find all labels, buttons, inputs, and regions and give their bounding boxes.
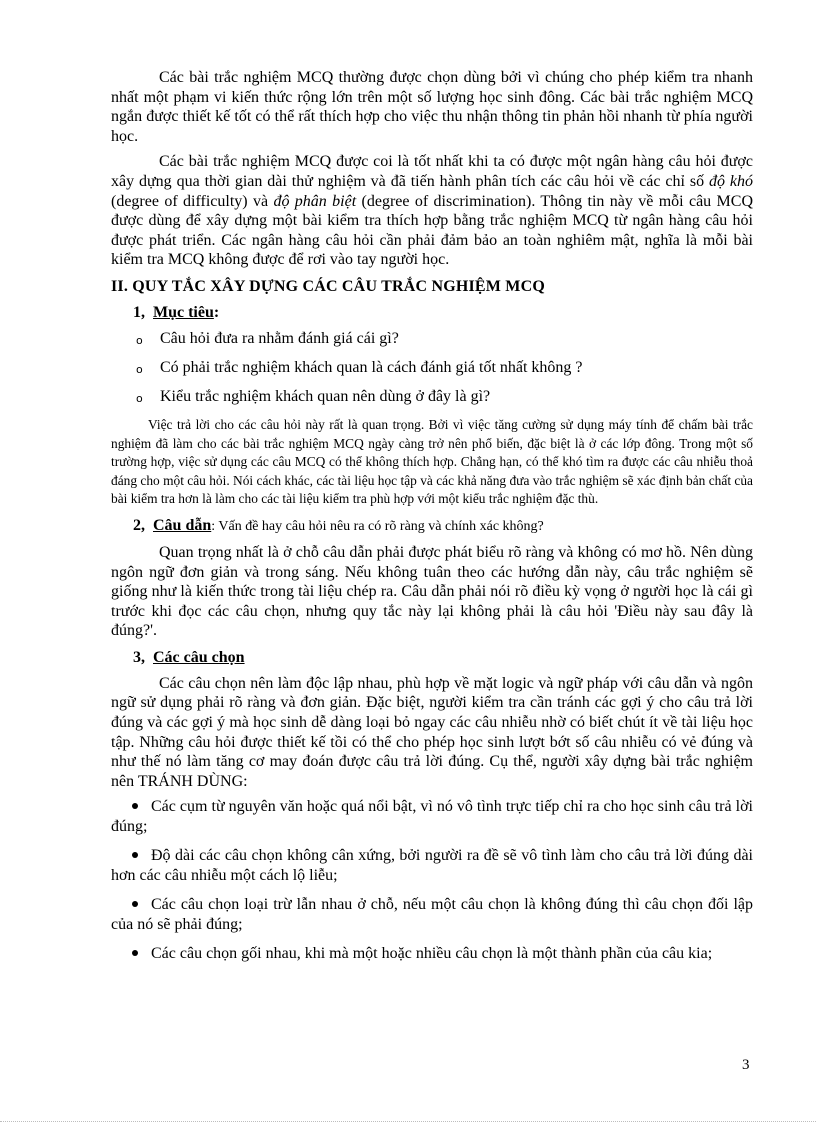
bullet-icon: [132, 852, 138, 858]
page-number: 3: [742, 1057, 750, 1073]
subsection-number-3: 3,: [133, 648, 145, 666]
list-item: [111, 358, 753, 378]
section-heading-2: II. QUY TẮC XÂY DỰNG CÁC CÂU TRẮC NGHIỆM MCQ: [111, 277, 545, 295]
objective-list: [111, 329, 753, 407]
paragraph-objectives-note: Việc trả lời cho các câu hỏi này rất là quan trọng. Bởi vì việc tăng cường sử dụng máy tính để chấm bài trắc nghiệm đã làm cho các bài trắc nghiệm MCQ ngày càng trở nên phổ biến, đặc biệt là ở các lớp đông. Trong một số trường hợp, việc sử dụng các câu MCQ có thể không thích hợp. Chẳng hạn, có thể khó tìm ra được các câu nhiễu thoả đáng cho một câu hỏi. Nói cách khác, các tài liệu học tập và các khả năng đưa vào trắc nghiệm sẽ xác định bản chất của bài kiểm tra hơn là làm cho các tài liệu kiểm tra phù hợp với một kiểu trắc nghiệm đặc thù.: [111, 416, 753, 507]
subsection-title-stem: Câu dẫn: [153, 516, 212, 534]
list-item: [111, 797, 753, 837]
subsection-title-options: Các câu chọn: [153, 648, 245, 666]
avoid-list: [111, 797, 753, 964]
list-item-text: Kiểu trắc nghiệm khách quan nên dùng ở đây là gì?: [160, 387, 491, 405]
list-item: [111, 387, 753, 407]
subsection-colon: :: [213, 303, 220, 321]
list-item-text: Các cụm từ nguyên văn hoặc quá nổi bật, vì nó vô tình trực tiếp chỉ ra cho học sinh câu trả lời đúng;: [111, 798, 753, 836]
list-item-text: Các câu chọn loại trừ lẫn nhau ở chỗ, nếu một câu chọn là không đúng thì câu chọn đối lập của nó sẽ phải đúng;: [111, 896, 753, 934]
paragraph-question-bank-part-b: (degree of difficulty) và: [111, 192, 274, 210]
subsection-stem-question: : Vấn đề hay câu hỏi nêu ra có rõ ràng và chính xác không?: [211, 518, 544, 534]
bullet-icon: [132, 901, 138, 907]
list-item: [111, 846, 753, 886]
paragraph-stem: Quan trọng nhất là ở chỗ câu dẫn phải được phát biểu rõ ràng và không có mơ hồ. Nên dùng ngôn ngữ đơn giản và trong sáng. Nếu không tuân theo các hướng dẫn này, câu trắc nghiệm sẽ giống như là kiến thức trong tài liệu chép ra. Câu dẫn phải nói rõ điều kỳ vọng ở người học là cái gì trước khi đọc các câu chọn, nhưng quy tắc này lại không phải là câu hỏi 'Điều này sau đây là đúng?'.: [111, 543, 753, 640]
page-bottom-divider: [0, 1121, 816, 1122]
circle-bullet-icon: o: [136, 333, 143, 347]
list-item-text: Độ dài các câu chọn không cân xứng, bởi người ra đề sẽ vô tình làm cho câu trả lời đúng dài hơn các câu nhiễu một cách lộ liễu;: [111, 847, 753, 885]
page-content: [111, 68, 753, 973]
list-item: [111, 895, 753, 935]
paragraph-question-bank-part-a: Các bài trắc nghiệm MCQ được coi là tốt nhất khi ta có được một ngân hàng câu hỏi được xây dựng qua thời gian dài thử nghiệm và đã tiến hành phân tích các câu hỏi về các chỉ số: [111, 153, 753, 190]
paragraph-mcq-intro: Các bài trắc nghiệm MCQ thường được chọn dùng bởi vì chúng cho phép kiểm tra nhanh nhất một phạm vi kiến thức rộng lớn trên một số lượng học sinh đông. Các bài trắc nghiệm MCQ ngắn được thiết kế tốt có thể rất thích hợp cho việc thu nhận thông tin phản hồi nhanh từ phía người học.: [111, 69, 753, 145]
term-difficulty: độ khó: [708, 172, 753, 190]
bullet-icon: [132, 950, 138, 956]
list-item-text: Câu hỏi đưa ra nhằm đánh giá cái gì?: [160, 329, 399, 347]
circle-bullet-icon: o: [136, 391, 143, 405]
circle-bullet-icon: o: [136, 362, 143, 376]
list-item: [111, 329, 753, 349]
subsection-title-objectives: Mục tiêu: [153, 303, 214, 321]
list-item-text: Có phải trắc nghiệm khách quan là cách đánh giá tốt nhất không ?: [160, 358, 583, 376]
list-item: [111, 944, 753, 964]
bullet-icon: [132, 803, 138, 809]
subsection-stem: [133, 515, 753, 538]
paragraph-question-bank-part-c: (degree of discrimination). Thông tin này về mỗi câu MCQ được dùng để xây dựng một bài kiểm tra thích hợp bằng trắc nghiệm MCQ từ ngân hàng câu hỏi được phát triển. Các ngân hàng câu hỏi cần phải đảm bảo an toàn nghiêm mật, nghĩa là mỗi bài kiểm tra MCQ không được để rơi vào tay người học.: [111, 192, 754, 269]
term-discrimination: độ phân biệt: [273, 192, 357, 210]
subsection-options: [133, 647, 753, 669]
paragraph-options: Các câu chọn nên làm độc lập nhau, phù hợp về mặt logic và ngữ pháp với câu dẫn và ngôn ngữ sử dụng phải rõ ràng và đơn giản. Đặc biệt, người kiểm tra cần tránh các gợi ý cho câu trả lời đúng và các gợi ý mà học sinh dễ dàng loại bỏ ngay các câu nhiễu nhờ có biết chút ít về tài liệu học tập. Những câu hỏi được thiết kế tồi có thể cho phép học sinh lượt bớt số câu nhiễu có vẻ đúng và như thế nó làm tăng cơ may đoán được câu trả lời đúng. Cụ thể, người xây dựng bài trắc nghiệm nên TRÁNH DÙNG:: [111, 674, 753, 790]
subsection-number-2: 2,: [133, 516, 145, 534]
list-item-text: Các câu chọn gối nhau, khi mà một hoặc nhiều câu chọn là một thành phần của câu kia;: [151, 945, 713, 963]
subsection-number-1: 1,: [133, 303, 145, 321]
paragraph-question-bank: [111, 152, 753, 270]
subsection-objectives: [133, 302, 753, 324]
